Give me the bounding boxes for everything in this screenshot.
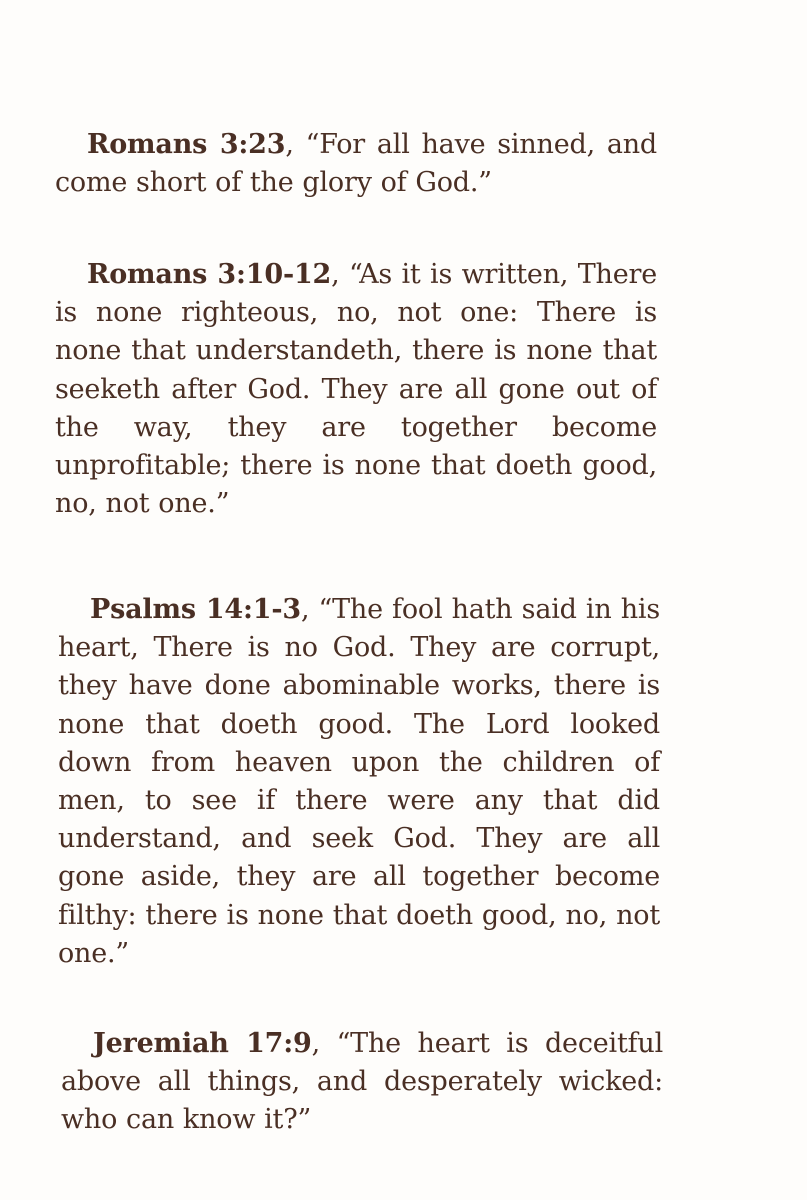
verse-separator: , [285,129,306,160]
verse-text: “The heart is deceitful above all things, and desperately wicked: who can know it?” [61,1028,664,1136]
verse-reference: Jeremiah 17:9 [93,1028,312,1059]
verse-text: “For all have sinned, and come short of the glory of God.” [55,129,658,199]
verse-psalms-14-1-3 [58,591,660,973]
verse-reference: Romans 3:23 [87,129,286,160]
verse-separator: , [311,1028,337,1059]
verse-reference: Psalms 14:1-3 [90,594,301,625]
verse-jeremiah-17-9 [61,1025,663,1140]
verse-separator: , [331,259,349,290]
verse-reference: Romans 3:10-12 [87,259,332,290]
verse-separator: , [300,594,319,625]
verse-romans-3-10-12 [55,256,657,523]
verse-text: “As it is written, There is none righteous, no, not one: There is none that understandeth, there is none that seeketh after God. They are all gone out of the way, they are together become unprofitable; there is none that doeth good, no, not one.” [55,259,657,520]
verse-text: “The fool hath said in his heart, There is no God. They are corrupt, they have done abominable works, there is none that doeth good. The Lord looked down from heaven upon the children of men, to see if there were any that did understand, and seek God. They are all gone aside, they are all together become filthy: there is none that doeth good, no, not one.” [58,594,660,969]
verse-romans-3-23 [55,126,657,202]
